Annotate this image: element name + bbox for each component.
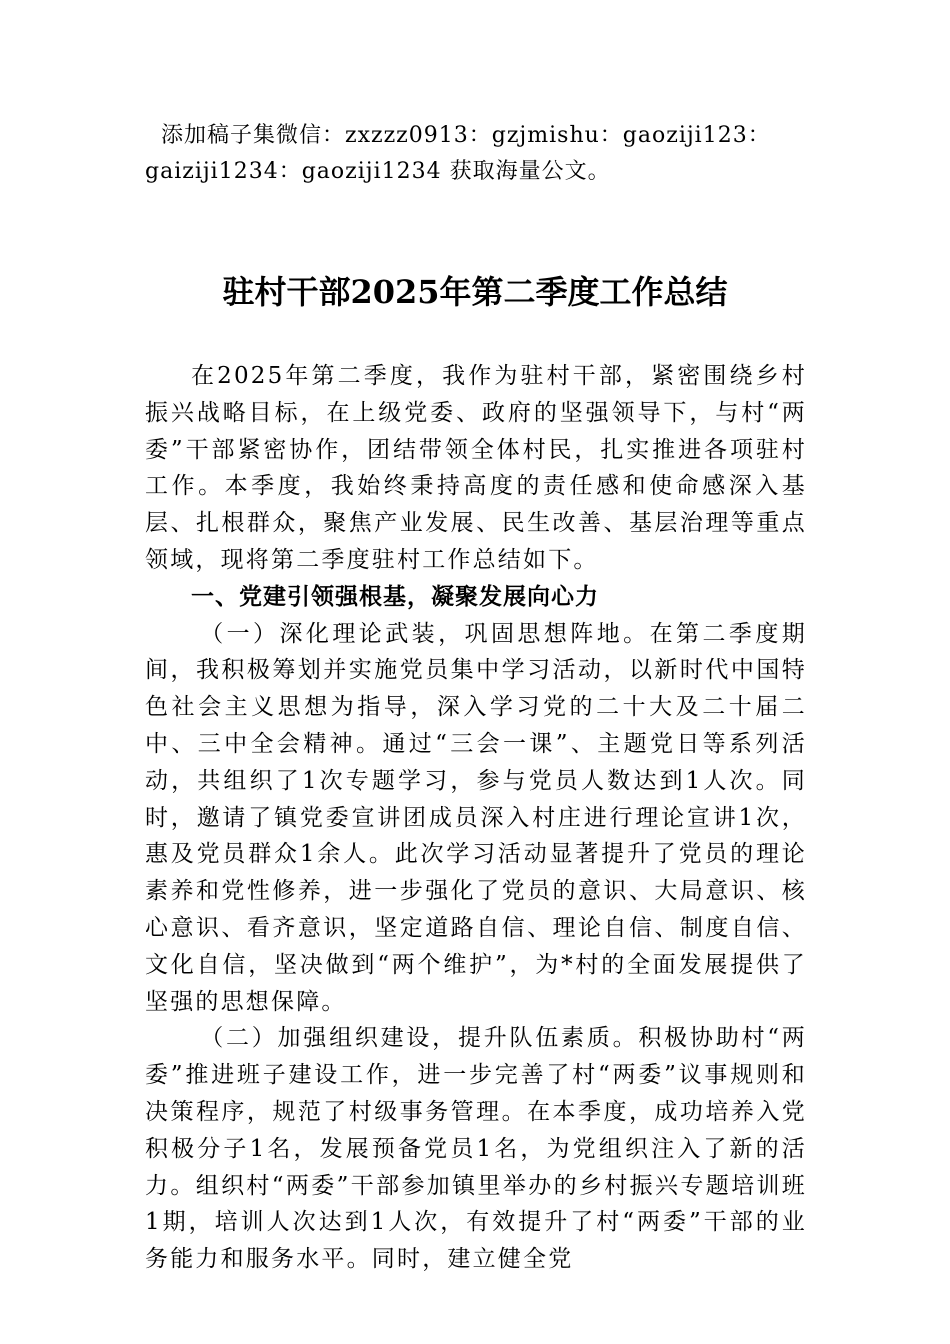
document-body <box>145 358 807 1278</box>
subsection-2-text: 积极协助村“两委”推进班子建设工作，进一步完善了村“两委”议事规则和决策程序，规范了村级事务管理。在本季度，成功培养入党积极分子1名，发展预备党员1名，为党组织注入了新的活力。组织村“两委”干部参加镇里举办的乡村振兴专题培训班1期，培训人次达到1人次，有效提升了村“两委”干部的业务能力和服务水平。同时，建立健全党 <box>145 1025 807 1273</box>
promo-notice <box>145 118 805 190</box>
subsection-1-text: 在第二季度期间，我积极筹划并实施党员集中学习活动，以新时代中国特色社会主义思想为指导，深入学习党的二十大及二十届二中、三中全会精神。通过“三会一课”、主题党日等系列活动，共组织了1次专题学习，参与党员人数达到1人次。同时，邀请了镇党委宣讲团成员深入村庄进行理论宣讲1次，惠及党员群众1余人。此次学习活动显著提升了党员的理论素养和党性修养，进一步强化了党员的意识、大局意识、核心意识、看齐意识，坚定道路自信、理论自信、制度自信、文化自信，坚决做到“两个维护”，为*村的全面发展提供了坚强的思想保障。 <box>145 620 807 1015</box>
document-title: 驻村干部2025年第二季度工作总结 <box>222 273 728 311</box>
intro-paragraph: 在2025年第二季度，我作为驻村干部，紧密围绕乡村振兴战略目标，在上级党委、政府的坚强领导下，与村“两委”干部紧密协作，团结带领全体村民，扎实推进各项驻村工作。本季度，我始终秉持高度的责任感和使命感深入基层、扎根群众，聚焦产业发展、民生改善、基层治理等重点领域，现将第二季度驻村工作总结如下。 <box>145 363 807 573</box>
section-1-heading: 一、党建引领强根基，凝聚发展向心力 <box>191 583 599 610</box>
promo-notice-line-1: 添加稿子集微信：zxzzz0913：gzjmishu：gaoziji123： <box>161 123 771 148</box>
subsection-2-heading: （二）加强组织建设，提升队伍素质。 <box>200 1025 639 1052</box>
promo-notice-line-2: gaiziji1234：gaoziji1234 获取海量公文。 <box>145 159 611 184</box>
subsection-1-heading: （一）深化理论武装，巩固思想阵地。 <box>200 620 650 647</box>
subsection-2-paragraph <box>145 1020 807 1278</box>
subsection-1-paragraph <box>145 616 807 1021</box>
